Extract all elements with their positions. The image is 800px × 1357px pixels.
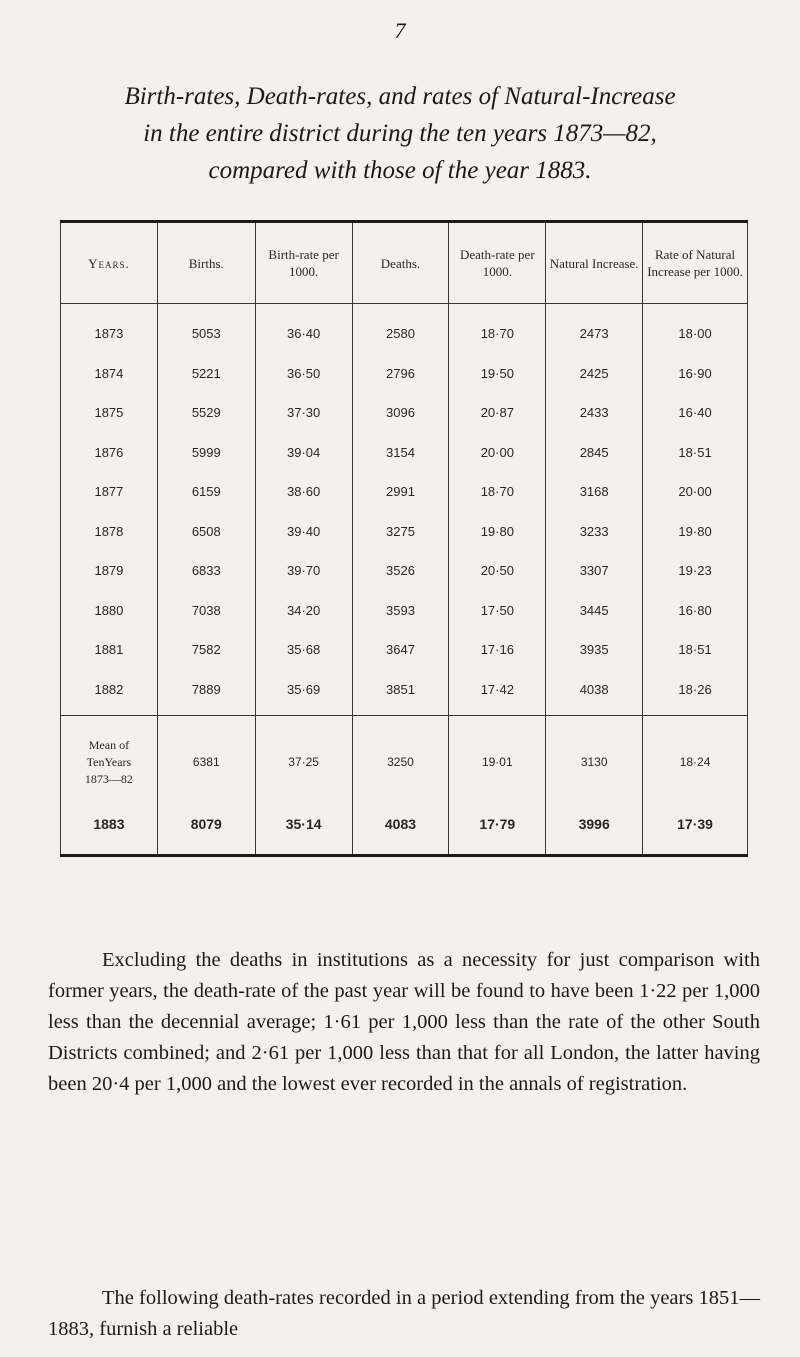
cell-birth-rate: 39·40 [255, 512, 352, 552]
table-row [61, 630, 748, 670]
cell-births: 5529 [157, 393, 255, 433]
table-row [61, 512, 748, 552]
mean-natural-increase: 3130 [546, 716, 643, 803]
page-number: 7 [394, 18, 406, 43]
cell-year: 1877 [61, 472, 158, 512]
table-title [60, 78, 740, 189]
cell-year: 1881 [61, 630, 158, 670]
mean-birth-rate: 37·25 [255, 716, 352, 803]
table-row [61, 304, 748, 354]
cell-year: 1882 [61, 670, 158, 716]
cell-death-rate: 19·50 [449, 354, 546, 394]
mean-births: 6381 [157, 716, 255, 803]
title-line-1: Birth-rates, Death-rates, and rates of Natural-Increase [124, 83, 676, 110]
cell-natural-increase: 2473 [546, 304, 643, 354]
year-1883-row [61, 802, 748, 856]
header-deaths: Deaths. [352, 222, 449, 304]
table-row [61, 433, 748, 473]
cell-year: 1879 [61, 551, 158, 591]
cell-year: 1880 [61, 591, 158, 631]
cell-year: 1873 [61, 304, 158, 354]
cell-death-rate: 19·80 [449, 512, 546, 552]
cell-births: 5221 [157, 354, 255, 394]
cell-year: 1878 [61, 512, 158, 552]
title-line-3: compared with those of the year 1883. [208, 157, 592, 184]
cell-natural-increase: 3168 [546, 472, 643, 512]
table-header-row [61, 222, 748, 304]
cell-year: 1875 [61, 393, 158, 433]
cell-rate-natural-increase: 18·26 [643, 670, 748, 716]
cell-natural-increase: 2425 [546, 354, 643, 394]
mean-label-line-1: Mean of [88, 737, 130, 752]
table-row [61, 670, 748, 716]
cell-birth-rate: 37·30 [255, 393, 352, 433]
header-years: Years. [61, 222, 158, 304]
cell-natural-increase: 3935 [546, 630, 643, 670]
cell-birth-rate: 36·50 [255, 354, 352, 394]
cell-rate-natural-increase: 20·00 [643, 472, 748, 512]
cell-rate-natural-increase: 19·23 [643, 551, 748, 591]
header-death-rate: Death-rate per 1000. [449, 222, 546, 304]
table-row [61, 393, 748, 433]
cell-death-rate: 17·16 [449, 630, 546, 670]
cell-death-rate: 17·50 [449, 591, 546, 631]
cell-deaths: 2991 [352, 472, 449, 512]
cell-births: 8079 [157, 802, 255, 856]
mean-deaths: 3250 [352, 716, 449, 803]
mean-death-rate: 19·01 [449, 716, 546, 803]
cell-birth-rate: 35·14 [255, 802, 352, 856]
cell-death-rate: 17·42 [449, 670, 546, 716]
cell-births: 6833 [157, 551, 255, 591]
cell-natural-increase: 4038 [546, 670, 643, 716]
cell-rate-natural-increase: 16·90 [643, 354, 748, 394]
cell-births: 6159 [157, 472, 255, 512]
cell-births: 7582 [157, 630, 255, 670]
table-row [61, 551, 748, 591]
cell-death-rate: 18·70 [449, 304, 546, 354]
mean-row [61, 716, 748, 803]
cell-deaths: 3526 [352, 551, 449, 591]
cell-natural-increase: 3233 [546, 512, 643, 552]
vital-statistics-table [60, 220, 748, 857]
table-row [61, 354, 748, 394]
mean-label-line-3: 1873—82 [84, 771, 133, 786]
cell-rate-natural-increase: 18·51 [643, 630, 748, 670]
header-births: Births. [157, 222, 255, 304]
cell-death-rate: 20·50 [449, 551, 546, 591]
cell-deaths: 3647 [352, 630, 449, 670]
cell-births: 5999 [157, 433, 255, 473]
table-row [61, 472, 748, 512]
cell-deaths: 3851 [352, 670, 449, 716]
cell-birth-rate: 39·70 [255, 551, 352, 591]
cell-rate-natural-increase: 18·51 [643, 433, 748, 473]
cell-deaths: 4083 [352, 802, 449, 856]
cell-rate-natural-increase: 19·80 [643, 512, 748, 552]
cell-natural-increase: 2845 [546, 433, 643, 473]
cell-births: 5053 [157, 304, 255, 354]
cell-birth-rate: 35·69 [255, 670, 352, 716]
table-row [61, 591, 748, 631]
paragraph-following-death-rates: The following death-rates recorded in a period extending from the years 1851—1883, furnish a reliable [48, 1286, 760, 1340]
header-natural-increase: Natural Increase. [546, 222, 643, 304]
cell-natural-increase: 3445 [546, 591, 643, 631]
cell-deaths: 3275 [352, 512, 449, 552]
cell-rate-natural-increase: 16·80 [643, 591, 748, 631]
cell-birth-rate: 34·20 [255, 591, 352, 631]
cell-rate-natural-increase: 16·40 [643, 393, 748, 433]
mean-rate-natural-increase: 18·24 [643, 716, 748, 803]
cell-birth-rate: 39·04 [255, 433, 352, 473]
cell-year: 1874 [61, 354, 158, 394]
cell-natural-increase: 2433 [546, 393, 643, 433]
paragraph-death-rate-comparison: Excluding the deaths in institutions as a necessity for just comparison with former years, the death-rate of the past year will be found to have been 1·22 per 1,000 less than the decennial average; 1·61 per 1,000 less than the rate of the other South Districts combined; and 2·61 per 1,000 less than that for all London, the latter having been 20·4 per 1,000 and the lowest ever recorded in the annals of registration. [48, 948, 760, 1095]
mean-label-line-2: TenYears [86, 754, 132, 769]
cell-deaths: 3096 [352, 393, 449, 433]
cell-deaths: 3593 [352, 591, 449, 631]
cell-rate-natural-increase: 18·00 [643, 304, 748, 354]
header-birth-rate: Birth-rate per 1000. [255, 222, 352, 304]
cell-death-rate: 18·70 [449, 472, 546, 512]
cell-births: 6508 [157, 512, 255, 552]
cell-deaths: 2580 [352, 304, 449, 354]
cell-natural-increase: 3996 [546, 802, 643, 856]
cell-death-rate: 20·87 [449, 393, 546, 433]
mean-label [61, 716, 158, 803]
cell-rate-natural-increase: 17·39 [643, 802, 748, 856]
header-rate-natural-increase: Rate of Natural Increase per 1000. [643, 222, 748, 304]
cell-natural-increase: 3307 [546, 551, 643, 591]
cell-deaths: 2796 [352, 354, 449, 394]
cell-deaths: 3154 [352, 433, 449, 473]
cell-death-rate: 17·79 [449, 802, 546, 856]
cell-birth-rate: 35·68 [255, 630, 352, 670]
cell-births: 7038 [157, 591, 255, 631]
cell-year: 1883 [61, 802, 158, 856]
cell-birth-rate: 38·60 [255, 472, 352, 512]
cell-year: 1876 [61, 433, 158, 473]
cell-births: 7889 [157, 670, 255, 716]
cell-death-rate: 20·00 [449, 433, 546, 473]
title-line-2: in the entire district during the ten years 1873—82, [143, 120, 657, 147]
cell-birth-rate: 36·40 [255, 304, 352, 354]
